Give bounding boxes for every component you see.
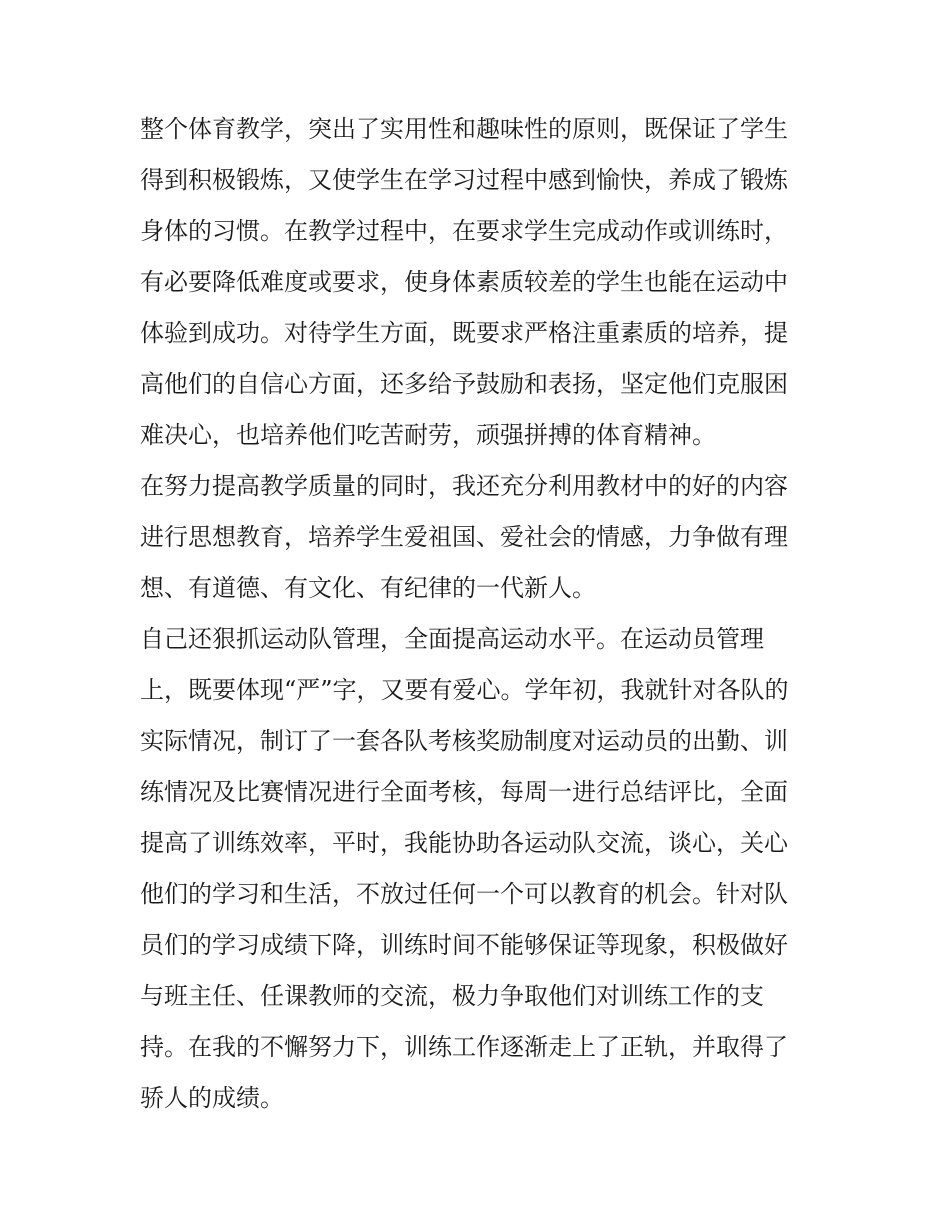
text-line: 高他们的自信心方面，还多给予鼓励和表扬，坚定他们克服困 (140, 370, 788, 398)
text-line: 提高了训练效率，平时，我能协助各运动队交流，谈心，关心 (140, 829, 788, 857)
text-line: 持。在我的不懈努力下，训练工作逐渐走上了正轨，并取得了 (140, 1033, 788, 1061)
text-line: 上，既要体现“严”字，又要有爱心。学年初，我就针对各队的 (140, 676, 789, 704)
document-body (140, 104, 812, 1124)
text-line: 在努力提高教学质量的同时，我还充分利用教材中的好的内容 (140, 472, 788, 500)
text-line: 体验到成功。对待学生方面，既要求严格注重素质的培养，提 (140, 319, 788, 347)
text-line: 练情况及比赛情况进行全面考核，每周一进行总结评比，全面 (140, 778, 788, 806)
paragraph-1 (140, 104, 812, 461)
text-line: 与班主任、任课教师的交流，极力争取他们对训练工作的支 (140, 982, 764, 1010)
paragraph-2 (140, 461, 812, 614)
text-line: 得到积极锻炼，又使学生在学习过程中感到愉快，养成了锻炼 (140, 166, 788, 194)
text-line: 想、有道德、有文化、有纪律的一代新人。 (140, 574, 596, 602)
text-line: 难决心，也培养他们吃苦耐劳，顽强拼搏的体育精神。 (140, 421, 716, 449)
text-line: 有必要降低难度或要求，使身体素质较差的学生也能在运动中 (140, 268, 788, 296)
text-line: 进行思想教育，培养学生爱祖国、爱社会的情感，力争做有理 (140, 523, 788, 551)
text-line: 实际情况，制订了一套各队考核奖励制度对运动员的出勤、训 (140, 727, 788, 755)
text-line: 身体的习惯。在教学过程中，在要求学生完成动作或训练时， (140, 217, 788, 245)
text-line: 他们的学习和生活，不放过任何一个可以教育的机会。针对队 (140, 880, 788, 908)
text-line: 骄人的成绩。 (140, 1084, 284, 1112)
paragraph-3 (140, 614, 812, 1124)
text-line: 自己还狠抓运动队管理，全面提高运动水平。在运动员管理 (140, 625, 764, 653)
text-line: 整个体育教学，突出了实用性和趣味性的原则，既保证了学生 (140, 115, 788, 143)
text-line: 员们的学习成绩下降，训练时间不能够保证等现象，积极做好 (140, 931, 788, 959)
